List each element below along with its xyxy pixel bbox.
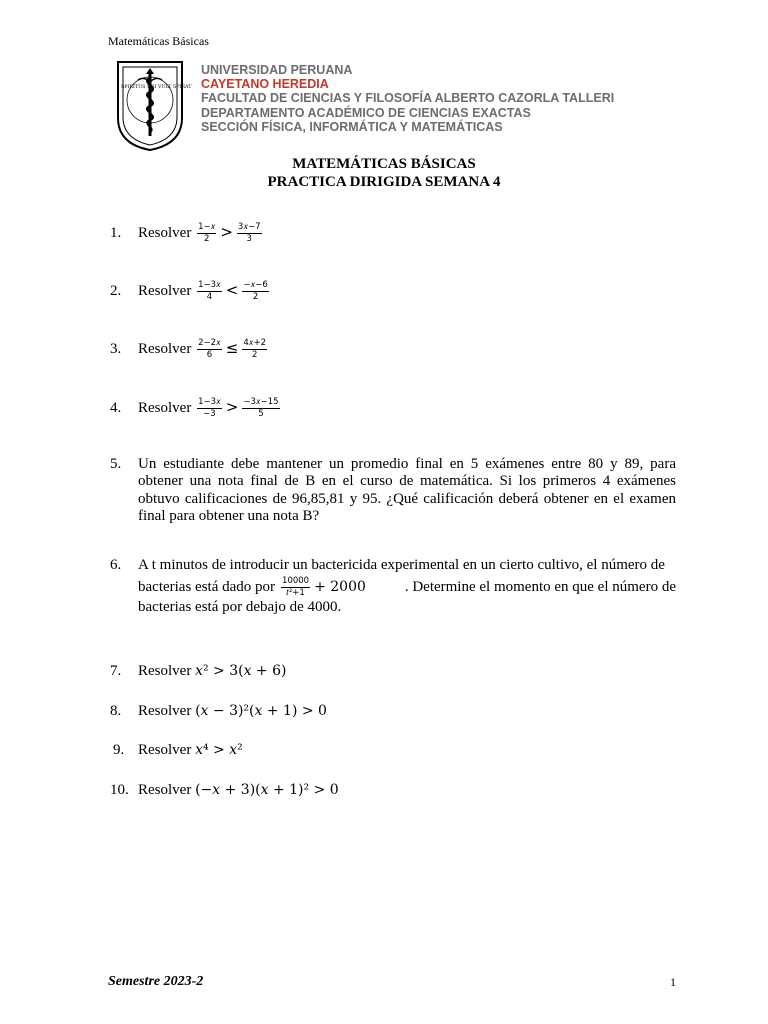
institution-line-faculty: FACULTAD DE CIENCIAS Y FILOSOFÍA ALBERTO CAZORLA TALLERI	[201, 91, 615, 106]
problem-number: 7.	[110, 663, 122, 679]
lhs-fraction: $\frac{\text{2−2𝑥}}{6}$	[198, 338, 221, 360]
problem-6-text-c: . Determine el momento en que el número de	[404, 579, 676, 596]
problem-verb: Resolver	[138, 663, 192, 679]
title-line-2: PRACTICA DIRIGIDA SEMANA 4	[267, 174, 501, 190]
problem-verb: Resolver	[138, 703, 192, 719]
math-expression: 𝑥² > 3(𝑥 + 6)	[195, 663, 287, 679]
math-expression: (−𝑥 + 3)(𝑥 + 1)² > 0	[195, 782, 339, 798]
problem-verb: Resolver	[138, 782, 192, 798]
plus-term: + 2000	[314, 579, 366, 596]
institution-line-section: SECCIÓN FÍSICA, INFORMÁTICA Y MATEMÁTICAS	[201, 119, 503, 134]
lhs-fraction: $\frac{\text{1−3𝑥}}{4}$	[198, 280, 221, 302]
problem-number: 8.	[110, 703, 122, 719]
problem-6-line-3: bacterias está por debajo de 4000.	[138, 599, 342, 616]
math-expression: 𝑥⁴ > 𝑥²	[195, 742, 243, 758]
institution-line-university: UNIVERSIDAD PERUANA	[201, 63, 353, 77]
problem-number: 9.	[113, 742, 125, 758]
problem-verb: Resolver	[138, 224, 192, 241]
problem-5-text: Un estudiante debe mantener un promedio final en 5 exámenes entre 80 y 89, para obtener una nota final de B en el curso de matemática. Si los primeros 4 exámenes obtuvo calificaciones de 96,85,81 y 95. ¿Qué calificación deberá obtener en el examen final para obtener una nota B?	[138, 456, 676, 525]
footer-semester: Semestre 2023-2	[108, 974, 204, 989]
rhs-fraction: $\frac{\text{−3𝑥−15}}{5}$	[243, 397, 279, 419]
relation-symbol: >	[225, 397, 239, 416]
problem-verb: Resolver	[138, 399, 192, 416]
problem-verb: Resolver	[138, 742, 192, 758]
problem-6-line-2	[138, 576, 676, 599]
rhs-fraction: $\frac{\text{−𝑥−6}}{2}$	[243, 280, 268, 302]
institution-line-name: CAYETANO HEREDIA	[201, 77, 329, 92]
math-expression: (𝑥 − 3)²(𝑥 + 1) > 0	[195, 703, 327, 719]
university-crest-logo	[116, 60, 192, 152]
institution-line-department: DEPARTAMENTO ACADÉMICO DE CIENCIAS EXACTAS	[201, 105, 531, 120]
problem-6-text	[138, 557, 676, 617]
rhs-fraction: $\frac{\text{4𝑥+2}}{2}$	[243, 338, 267, 360]
problem-number: 1.	[110, 225, 122, 241]
running-head: Matemáticas Básicas	[108, 34, 209, 48]
problem-verb: Resolver	[138, 340, 192, 357]
bacteria-fraction: $\frac{10000}{\text{𝑡²+1}}$	[282, 576, 310, 599]
problem-number: 4.	[110, 400, 122, 416]
rhs-fraction: $\frac{\text{3𝑥−7}}{3}$	[237, 222, 261, 244]
title-line-1: MATEMÁTICAS BÁSICAS	[292, 156, 476, 172]
page-title	[0, 155, 768, 191]
problem-number: 2.	[110, 283, 122, 299]
lhs-fraction: $\frac{\text{1−3𝑥}}{-3}$	[198, 397, 221, 419]
lhs-fraction: $\frac{\text{1−𝑥}}{2}$	[198, 222, 216, 244]
crest-motto-text: SPIRITUS UBI VULT SPIRAT	[121, 85, 192, 90]
problem-6-line-1: A t minutos de introducir un bactericida experimental en un cierto cultivo, el número de	[138, 557, 665, 573]
problem-number: 3.	[110, 341, 122, 357]
problem-6-text-b: bacterias está dado por	[138, 579, 276, 596]
relation-symbol: ≤	[225, 338, 239, 357]
relation-symbol: <	[225, 280, 239, 299]
page-number: 1	[670, 975, 676, 989]
problem-verb: Resolver	[138, 282, 192, 299]
institution-block	[201, 63, 614, 134]
relation-symbol: >	[220, 222, 233, 241]
problem-number: 10.	[110, 782, 129, 798]
